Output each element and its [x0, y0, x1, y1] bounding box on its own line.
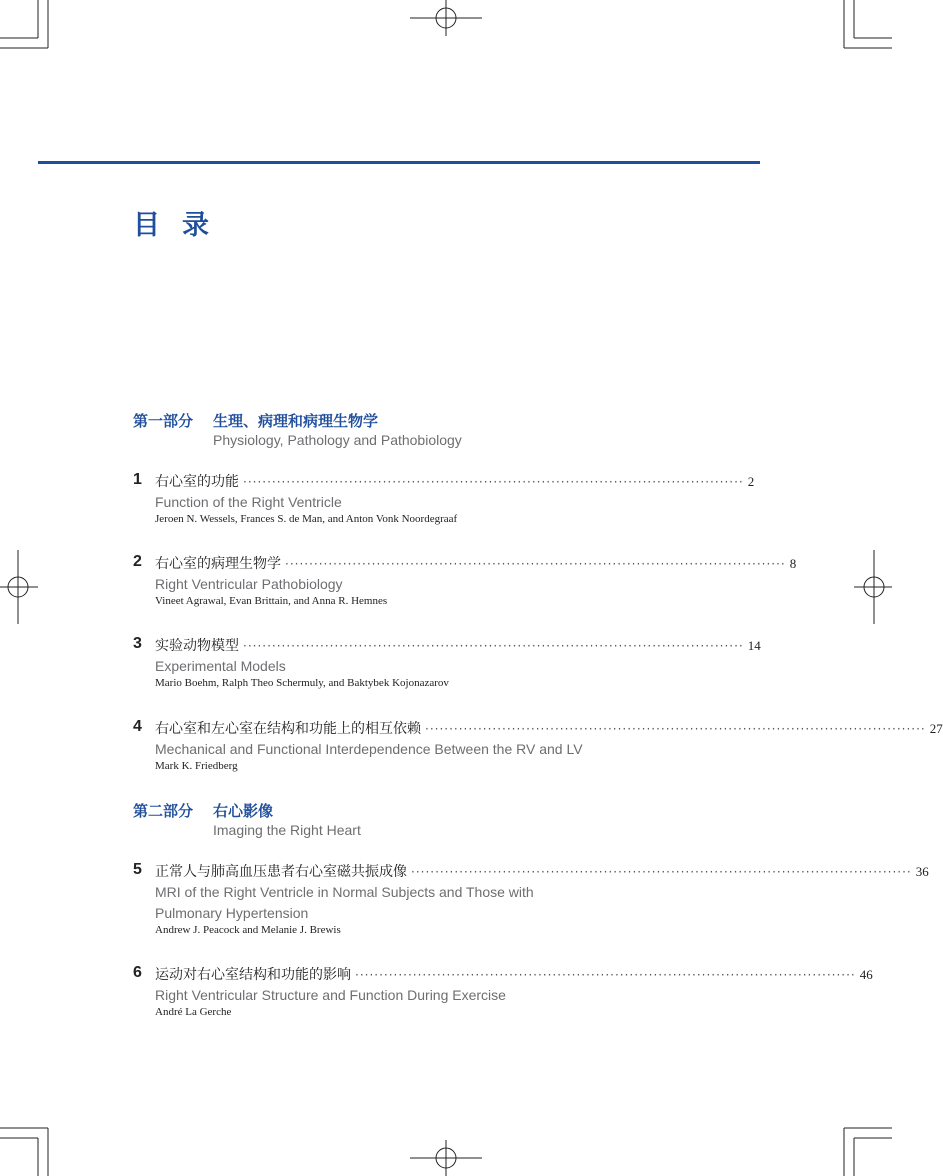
page-title: 目录: [133, 210, 231, 241]
chapter-authors: Andrew J. Peacock and Melanie J. Brewis: [155, 924, 341, 936]
leader-dots: ········································································································: [243, 475, 744, 489]
chapter-title-zh: 右心室的病理生物学: [155, 556, 281, 572]
page-number: 36: [915, 864, 929, 879]
chapter-authors: Mark K. Friedberg: [155, 760, 238, 772]
chapter-title-en: Mechanical and Functional Interdependence Between the RV and LV: [155, 741, 583, 757]
registration-mark-left: [0, 550, 38, 624]
chapter-number: 1: [133, 471, 142, 488]
leader-dots: ········································································································: [425, 722, 926, 736]
chapter-title-en: Function of the Right Ventricle: [155, 494, 342, 510]
page-number: 46: [859, 967, 873, 982]
chapter-title-en: Right Ventricular Pathobiology: [155, 576, 343, 592]
chapter-title-en: MRI of the Right Ventricle in Normal Subjects and Those with Pulmonary Hypertension: [155, 884, 534, 921]
part-heading-1: [133, 410, 462, 448]
part-title-zh: 生理、病理和病理生物学: [213, 412, 379, 430]
leader-dots: ········································································································: [285, 557, 786, 571]
page-number: 8: [789, 556, 797, 571]
chapter-title-zh: 右心室和左心室在结构和功能上的相互依赖: [155, 721, 421, 737]
chapter-authors: Vineet Agrawal, Evan Brittain, and Anna R. Hemnes: [155, 595, 388, 607]
chapter-title-en: Experimental Models: [155, 658, 286, 674]
part-label: 第一部分: [133, 412, 194, 430]
part-title-zh: 右心影像: [213, 802, 274, 820]
chapter-authors: André La Gerche: [155, 1006, 232, 1018]
chapter-authors: Mario Boehm, Ralph Theo Schermuly, and Baktybek Kojonazarov: [155, 677, 449, 689]
chapter-number: 2: [133, 553, 142, 570]
leader-dots: ········································································································: [411, 865, 912, 879]
chapter-title-zh: 右心室的功能: [155, 474, 239, 490]
chapter-number: 5: [133, 861, 142, 878]
chapter-title-zh: 实验动物模型: [155, 638, 239, 654]
leader-dots: ········································································································: [355, 968, 856, 982]
registration-mark-top: [410, 0, 482, 36]
chapter-title-zh: 正常人与肺高血压患者右心室磁共振成像: [155, 864, 407, 880]
chapter-title-en: Right Ventricular Structure and Function During Exercise: [155, 987, 506, 1003]
chapter-authors: Jeroen N. Wessels, Frances S. de Man, and Anton Vonk Noordegraaf: [155, 513, 458, 525]
chapter-title-zh: 运动对右心室结构和功能的影响: [155, 967, 351, 983]
header-rule: [38, 161, 760, 164]
part-heading-2: [133, 800, 361, 838]
chapter-number: 4: [133, 718, 142, 735]
chapter-number: 3: [133, 635, 142, 652]
registration-mark-right: [854, 550, 892, 624]
leader-dots: ········································································································: [243, 639, 744, 653]
page-number: 27: [929, 721, 943, 736]
part-title-en: Imaging the Right Heart: [213, 822, 361, 838]
page-number: 14: [747, 638, 761, 653]
part-title-en: Physiology, Pathology and Pathobiology: [213, 432, 462, 448]
chapter-number: 6: [133, 964, 142, 981]
part-label: 第二部分: [133, 802, 194, 820]
registration-mark-bottom: [410, 1140, 482, 1176]
page-number: 2: [747, 474, 755, 489]
